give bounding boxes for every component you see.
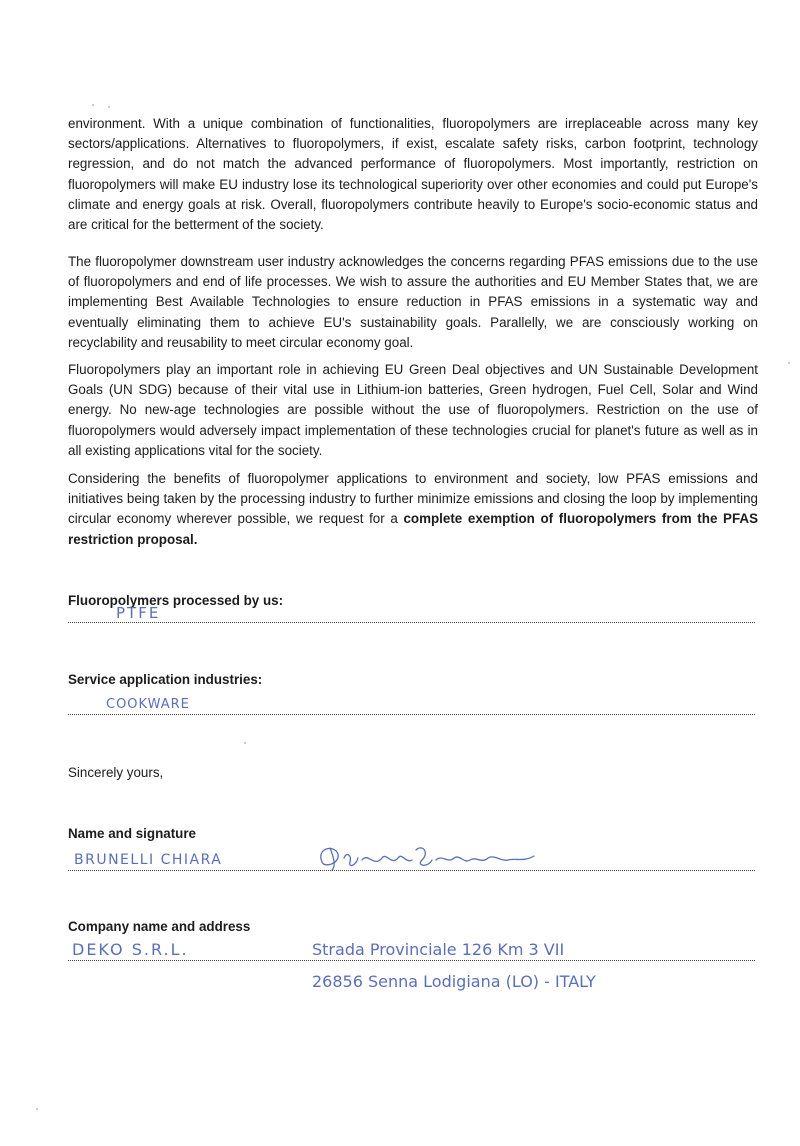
address-line-1: Strada Provinciale 126 Km 3 VII bbox=[312, 940, 565, 959]
paragraph-downstream-industry: The fluoropolymer downstream user industry acknowledges the concerns regarding PFAS emissions due to the use of fluoropolymers and end of life processes. We wish to assure the authorities and EU Member States that, we are implementing Best Available Technologies to ensure reduction in PFAS emissions in a systematic way and eventually eliminating them to achieve EU's sustainability goals. Parallelly, we are consciously working on recyclability and reusability to meet circular economy goal. bbox=[68, 254, 758, 350]
company-label: Company name and address bbox=[68, 919, 251, 934]
fluoropolymers-line bbox=[68, 622, 755, 623]
scan-speck bbox=[92, 104, 94, 106]
scan-speck bbox=[36, 1108, 38, 1110]
scan-speck bbox=[108, 106, 110, 108]
name-value: BRUNELLI CHIARA bbox=[74, 852, 223, 868]
company-line bbox=[68, 960, 755, 961]
name-line bbox=[68, 870, 755, 871]
company-value: DEKO S.R.L. bbox=[72, 940, 189, 959]
request-text: Considering the benefits of fluoropolymer applications to environment and society, low PFAS emissions and initiatives being taken by the processing industry to further minimize emissions and closing the loop by implementing circular economy wherever possible, we request for a bbox=[68, 471, 758, 527]
paragraph-request bbox=[68, 469, 758, 550]
sincerely-text: Sincerely yours, bbox=[68, 765, 164, 780]
fluoropolymers-label: Fluoropolymers processed by us: bbox=[68, 593, 284, 608]
name-label: Name and signature bbox=[68, 826, 196, 841]
scan-speck bbox=[244, 742, 246, 744]
industries-value: COOKWARE bbox=[106, 697, 190, 712]
paragraph-environment: environment. With a unique combination of functionalities, fluoropolymers are irreplaceable across many key sectors/applications. Alternatives to fluoropolymers, if exist, escalate safety risks, carbon footprint, technology regression, and do not match the advanced performance of fluoropolymers. Most importantly, restriction on fluoropolymers will make EU industry lose its technological superiority over other economies and could put Europe's climate and energy goals at risk. Overall, fluoropolymers contribute heavily to Europe's socio-economic status and are critical for the betterment of the society. bbox=[68, 116, 758, 233]
industries-line bbox=[68, 714, 755, 715]
address-line-2: 26856 Senna Lodigiana (LO) - ITALY bbox=[312, 972, 596, 991]
industries-label: Service application industries: bbox=[68, 672, 263, 687]
paragraph-green-deal: Fluoropolymers play an important role in achieving EU Green Deal objectives and UN Sustainable Development Goals (UN SDG) because of their vital use in Lithium-ion batteries, Green hydrogen, Fuel Cell, Solar and Wind energy. No new-age technologies are possible without the use of fluoropolymers. Restriction on the use of fluoropolymers would adversely impact implementation of these technologies crucial for planet's future as well as in all existing applications vital for the society. bbox=[68, 362, 758, 458]
scan-speck bbox=[788, 362, 790, 364]
fluoropolymers-value: PTFE bbox=[116, 604, 161, 622]
request-bold-text: complete exemption of fluoropolymers from the PFAS restriction proposal. bbox=[68, 511, 759, 547]
